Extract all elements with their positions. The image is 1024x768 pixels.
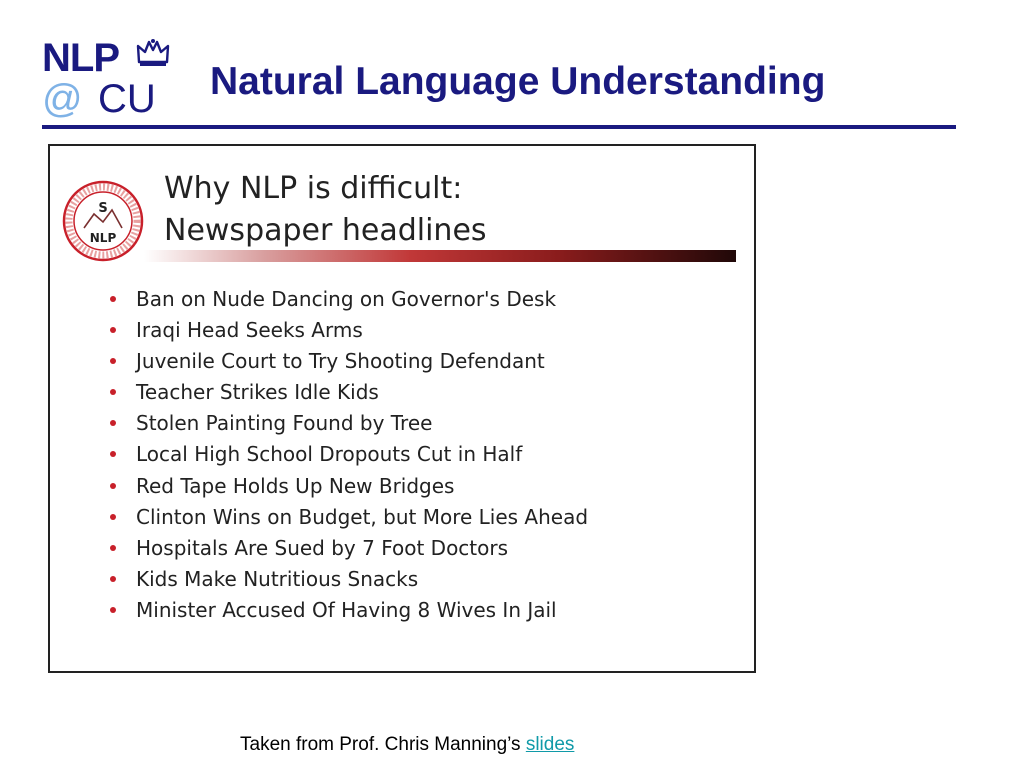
headline-text: Red Tape Holds Up New Bridges [136, 473, 455, 498]
bullet-icon [110, 327, 116, 333]
headline-text: Teacher Strikes Idle Kids [136, 380, 379, 405]
page-title: Natural Language Understanding [210, 60, 826, 103]
list-item [106, 408, 588, 439]
list-item [106, 533, 588, 564]
embedded-slide [48, 144, 756, 673]
slide-title [164, 168, 487, 252]
stanford-nlp-seal-icon [62, 180, 144, 262]
bullet-icon [110, 420, 116, 426]
logo-cu-text: CU [98, 77, 156, 121]
seal-text: NLP [89, 231, 117, 245]
title-divider [42, 125, 956, 129]
headline-text: Ban on Nude Dancing on Governor's Desk [136, 287, 557, 311]
headline-text: Juvenile Court to Try Shooting Defendant [136, 349, 545, 374]
bullet-icon [110, 358, 116, 364]
bullet-icon [110, 545, 116, 551]
headline-text: Minister Accused Of Having 8 Wives In Jail [136, 597, 557, 622]
list-item [106, 595, 588, 626]
list-item [106, 439, 588, 470]
bullet-icon [110, 483, 116, 489]
list-item [106, 564, 588, 595]
attribution-caption [240, 733, 574, 757]
slide-title-underline [144, 250, 736, 262]
crown-icon [136, 38, 170, 68]
list-item [106, 471, 588, 502]
headline-text: Stolen Painting Found by Tree [136, 411, 433, 436]
seal-letter: S [98, 201, 108, 216]
list-item [106, 315, 588, 346]
bullet-icon [110, 514, 116, 520]
headline-text: Kids Make Nutritious Snacks [136, 566, 419, 591]
bullet-icon [110, 576, 116, 582]
headline-text: Clinton Wins on Budget, but More Lies Ahead [136, 504, 589, 529]
bullet-icon [110, 389, 116, 395]
headline-list [106, 284, 588, 626]
caption-text: Taken from Prof. Chris Manning’s [240, 734, 526, 755]
headline-text: Hospitals Are Sued by 7 Foot Doctors [136, 535, 509, 560]
bullet-icon [110, 296, 116, 302]
slide-title-line2: Newspaper headlines [164, 213, 487, 248]
logo-nlp-text: NLP [42, 36, 119, 80]
list-item [106, 284, 588, 315]
nlp-at-cu-logo [42, 36, 182, 122]
logo-at-symbol: @ [42, 77, 83, 121]
headline-text: Iraqi Head Seeks Arms [136, 318, 363, 343]
headline-text: Local High School Dropouts Cut in Half [136, 442, 523, 467]
bullet-icon [110, 607, 116, 613]
slides-link[interactable]: slides [525, 734, 575, 755]
bullet-icon [110, 451, 116, 457]
list-item [106, 502, 588, 533]
list-item [106, 377, 588, 408]
slide-title-line1: Why NLP is difficult: [164, 171, 463, 206]
list-item [106, 346, 588, 377]
